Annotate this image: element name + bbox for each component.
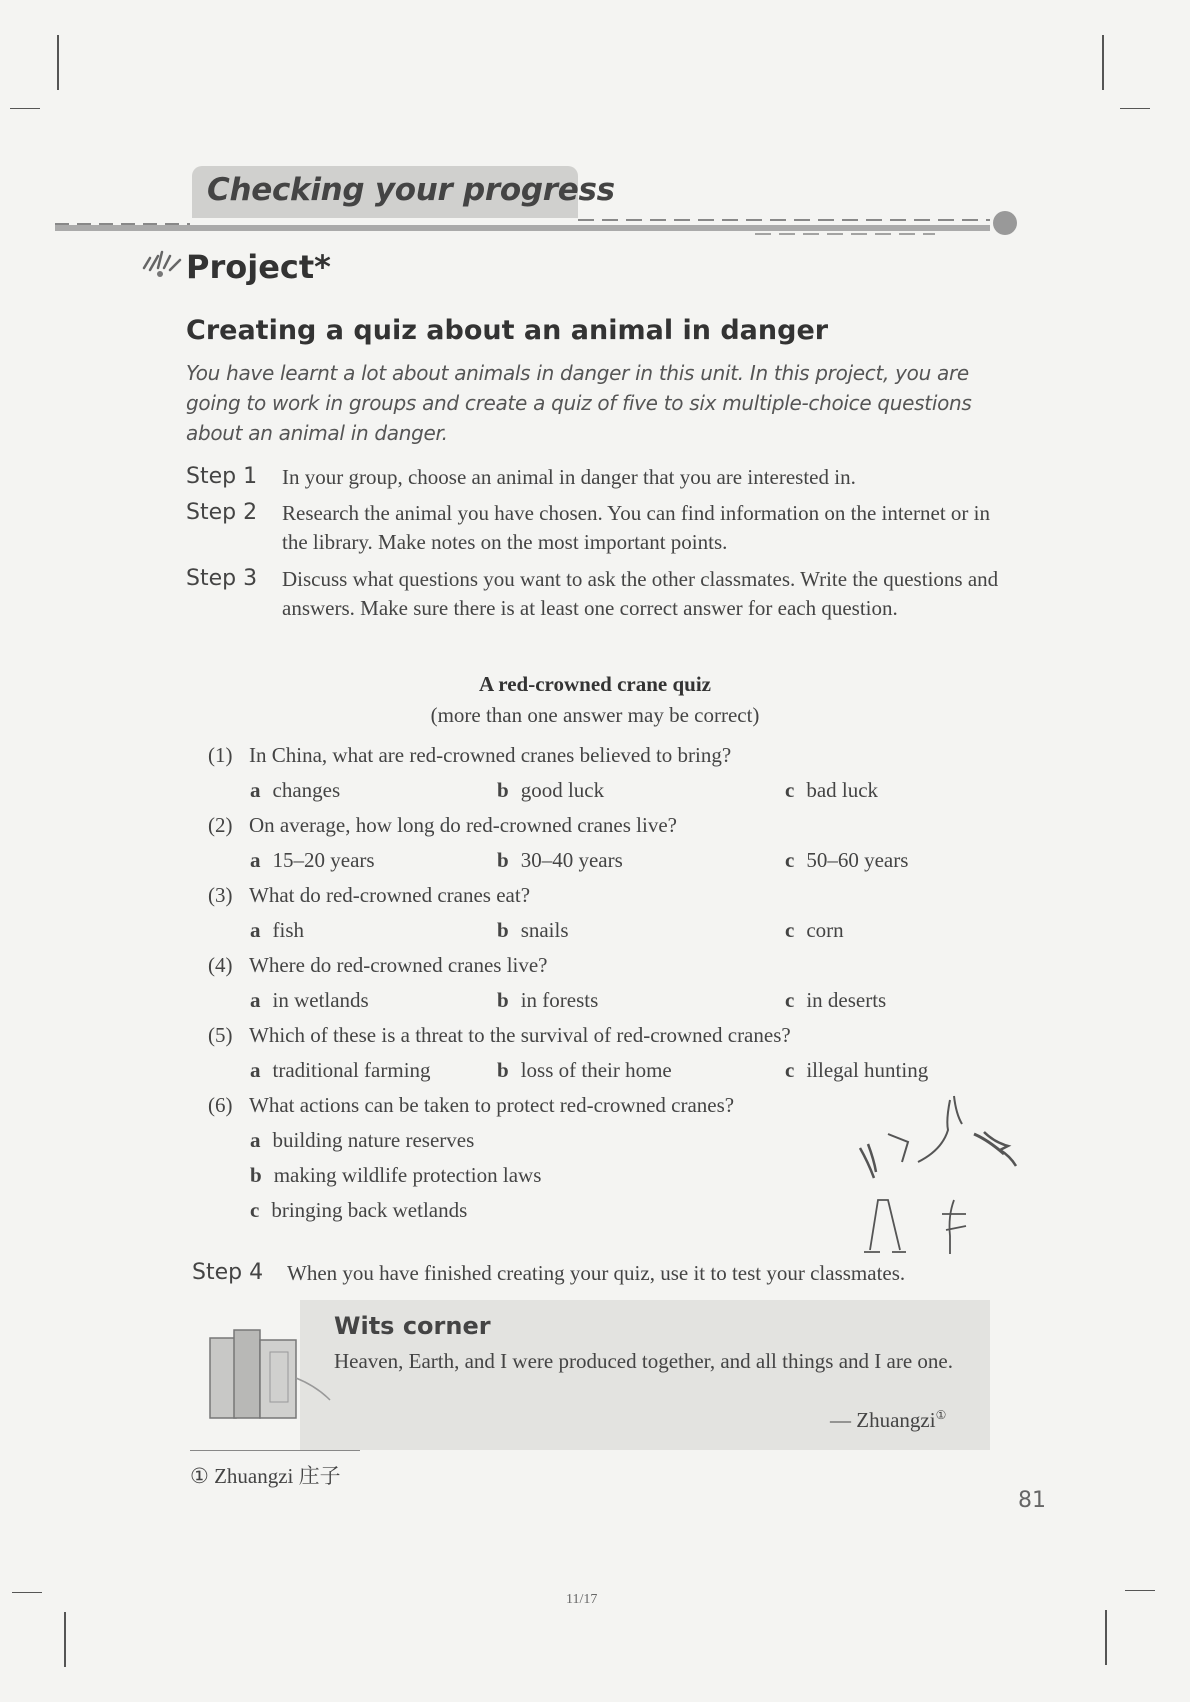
quiz-title: A red-crowned crane quiz — [479, 672, 711, 696]
crop-mark — [1105, 1610, 1107, 1665]
footnote-text: Zhuangzi 庄子 — [214, 1464, 341, 1488]
crop-mark — [10, 108, 40, 109]
step-text: In your group, choose an animal in danger that you are interested in. — [282, 465, 856, 489]
project-title: Project* — [186, 248, 331, 286]
step-text: When you have finished creating your quiz, use it to test your classmates. — [287, 1261, 906, 1285]
question-number: (6) — [208, 1093, 233, 1117]
option: b 30–40 years — [497, 848, 623, 872]
question-text: Which of these is a threat to the survival of red-crowned cranes? — [249, 1023, 791, 1047]
sheet-number: 11/17 — [566, 1592, 598, 1607]
wits-corner-quote: Heaven, Earth, and I were produced together, and all things and I are one. — [334, 1349, 953, 1373]
crop-mark — [1102, 35, 1104, 90]
question-text: On average, how long do red-crowned cranes live? — [249, 813, 677, 837]
crop-mark — [1125, 1590, 1155, 1591]
question-number: (2) — [208, 813, 233, 837]
question-text: In China, what are red-crowned cranes believed to bring? — [249, 743, 732, 767]
footnote-divider — [190, 1450, 360, 1451]
option: a traditional farming — [250, 1058, 431, 1082]
intro-text: You have learnt a lot about animals in danger in this unit. In this project, you are going to work in groups and create a quiz of five to six multiple-choice questions about an animal in danger. — [186, 361, 972, 445]
option: a building nature reserves — [250, 1128, 475, 1152]
banner-title: Checking your progress — [207, 172, 615, 208]
step-label: Step 4 — [192, 1260, 264, 1285]
question-number: (5) — [208, 1023, 233, 1047]
question-number: (3) — [208, 883, 233, 907]
page-number: 81 — [1018, 1488, 1046, 1513]
option: a 15–20 years — [250, 848, 375, 872]
option: a changes — [250, 778, 341, 802]
question-text: Where do red-crowned cranes live? — [249, 953, 548, 977]
crop-mark — [12, 1592, 42, 1593]
option: c in deserts — [785, 988, 887, 1012]
hands-icon — [140, 246, 186, 280]
step-label: Step 3 — [186, 566, 258, 591]
option: a in wetlands — [250, 988, 369, 1012]
question-text: What do red-crowned cranes eat? — [249, 883, 531, 907]
crop-mark — [64, 1612, 66, 1667]
crop-mark — [57, 35, 59, 90]
step-label: Step 1 — [186, 464, 258, 489]
option: b making wildlife protection laws — [250, 1163, 542, 1187]
books-illustration — [200, 1318, 340, 1420]
option: c corn — [785, 918, 844, 942]
step-text: Research the animal you have chosen. You can find information on the internet or in the library. Make notes on the most important points. — [282, 501, 990, 554]
option: c bad luck — [785, 778, 879, 802]
wits-corner-attribution: — Zhuangzi① — [830, 1408, 947, 1432]
option: b snails — [497, 918, 569, 942]
question-number: (1) — [208, 743, 233, 767]
wits-corner-title: Wits corner — [334, 1312, 491, 1340]
option: b good luck — [497, 778, 605, 802]
page-heading: Creating a quiz about an animal in danger — [186, 315, 829, 346]
crane-sketch — [850, 1090, 1020, 1260]
option: a fish — [250, 918, 304, 942]
option: b in forests — [497, 988, 599, 1012]
footnote — [190, 1460, 341, 1490]
question-text: What actions can be taken to protect red-crowned cranes? — [249, 1093, 735, 1117]
banner-dot-icon — [993, 211, 1017, 235]
step-label: Step 2 — [186, 500, 258, 525]
option: b loss of their home — [497, 1058, 672, 1082]
footnote-reference: ① — [935, 1408, 947, 1422]
crop-mark — [1120, 108, 1150, 109]
quiz-subtitle: (more than one answer may be correct) — [430, 703, 760, 727]
option: c illegal hunting — [785, 1058, 929, 1082]
footnote-marker: ① — [190, 1464, 209, 1488]
option: c 50–60 years — [785, 848, 909, 872]
question-number: (4) — [208, 953, 233, 977]
option: c bringing back wetlands — [250, 1198, 468, 1222]
step-text: Discuss what questions you want to ask the other classmates. Write the questions and answers. Make sure there is at least one correct answer for each question. — [282, 567, 999, 620]
